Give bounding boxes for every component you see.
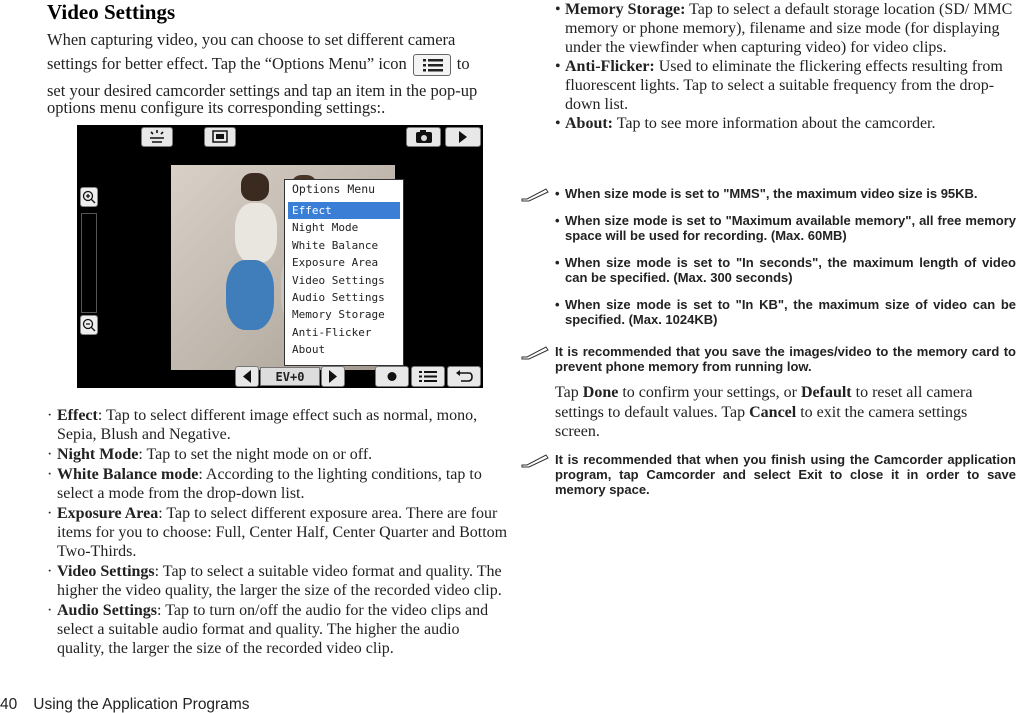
list-item: • About: Tap to see more information about the camcorder.	[555, 115, 936, 132]
menu-icon	[411, 366, 445, 387]
menu-item-anti-flicker[interactable]: Anti-Flicker	[292, 325, 372, 339]
page-number: 40	[0, 696, 18, 713]
menu-item-effect[interactable]: Effect	[288, 202, 400, 219]
zoom-slider	[81, 213, 97, 313]
list-item: · White Balance mode: According to the lighting conditions, tap to select a mode from the drop-down list.	[47, 466, 482, 502]
ev-value: EV+0	[260, 367, 320, 386]
note-item: • When size mode is set to "MMS", the maximum video size is 95KB.	[555, 186, 978, 201]
list-item: · Effect: Tap to select different image effect such as normal, mono, Sepia, Blush and Negative.	[47, 407, 478, 443]
intro-paragraph-tail: set your desired camcorder settings and tap an item in the pop-up options menu configure its corresponding settings:.	[47, 81, 478, 117]
size-mode-notes	[555, 186, 1016, 339]
right-settings-list	[555, 0, 1015, 133]
menu-item-about[interactable]: About	[292, 343, 326, 357]
cancel-label: Cancel	[749, 403, 797, 421]
back-icon	[447, 366, 481, 387]
record-icon	[375, 366, 409, 387]
page-title: Video Settings	[47, 0, 176, 24]
note-pencil-icon	[520, 452, 550, 468]
default-label: Default	[800, 384, 852, 401]
page-footer	[0, 696, 250, 713]
ev-increase-icon	[321, 366, 345, 387]
menu-item-video-settings[interactable]: Video Settings	[292, 273, 385, 287]
menu-item-exposure-area[interactable]: Exposure Area	[292, 256, 379, 270]
note-item: • When size mode is set to "In seconds", the maximum length of video can be specified. (Max. 300 seconds)	[555, 255, 1016, 285]
memory-card-note: It is recommended that you save the images/video to the memory card to prevent phone memory from running low.	[555, 344, 1016, 374]
list-item: · Audio Settings: Tap to turn on/off the audio for the video clips and select a suitable audio format and quality. The higher the audio quality, the larger the size of the recorded video clip.	[47, 602, 489, 657]
list-item: · Exposure Area: Tap to select different exposure area. There are four items for you to choose: Full, Center Half, Center Quarter and Bottom Two-Thirds.	[47, 505, 508, 560]
options-menu-popup	[284, 179, 404, 366]
note-item: • When size mode is set to "In KB", the maximum size of video can be specified. (Max. 1024KB)	[555, 297, 1016, 327]
note-item: • When size mode is set to "Maximum available memory", all free memory space will be used for recording. (Max. 60MB)	[555, 213, 1016, 243]
light-icon	[141, 127, 173, 147]
section-title: Using the Application Programs	[33, 696, 250, 713]
done-paragraph: Tap Done to confirm your settings, or Default to reset all camera settings to default values. Tap Cancel to exit the camera settings screen.	[555, 384, 973, 440]
left-settings-list	[47, 406, 509, 659]
list-item: • Anti-Flicker: Used to eliminate the flickering effects resulting from fluorescent lights. Tap to select a suitable frequency from the drop-down list.	[555, 58, 1003, 113]
done-label: Done	[582, 384, 619, 401]
camcorder-screenshot	[77, 125, 483, 388]
zoom-in-icon	[80, 187, 98, 207]
list-item: · Video Settings: Tap to select a suitable video format and quality. The higher the video quality, the larger the size of the recorded video clip.	[47, 563, 502, 599]
next-arrow-icon	[445, 127, 481, 147]
options-menu-icon	[413, 54, 451, 76]
ev-decrease-icon	[235, 366, 259, 387]
options-menu-title: Options Menu	[292, 182, 376, 196]
menu-item-night-mode[interactable]: Night Mode	[292, 221, 359, 235]
zoom-out-icon	[80, 315, 98, 335]
menu-item-audio-settings[interactable]: Audio Settings	[292, 290, 385, 304]
intro-text-1: When capturing video, you can choose to set different camera settings for better effect. Tap the “Options Menu” icon	[47, 30, 456, 73]
list-item: • Memory Storage: Tap to select a default storage location (SD/ MMC memory or phone memory), filename and size mode (for displaying under the viewfinder when capturing video) for video clips.	[555, 1, 1013, 56]
note-pencil-icon	[520, 186, 550, 202]
menu-item-memory-storage[interactable]: Memory Storage	[292, 308, 385, 322]
note-pencil-icon	[520, 344, 550, 360]
intro-paragraph	[47, 28, 507, 76]
list-item: · Night Mode: Tap to set the night mode on or off.	[47, 446, 373, 463]
exit-note: It is recommended that when you finish using the Camcorder application program, tap Camcorder and select Exit to close it in order to save memory space.	[555, 452, 1016, 497]
menu-item-white-balance[interactable]: White Balance	[292, 238, 379, 252]
intro-text-2: to	[456, 54, 470, 73]
camera-mode-icon	[406, 127, 441, 147]
size-mode-icon	[204, 127, 236, 147]
